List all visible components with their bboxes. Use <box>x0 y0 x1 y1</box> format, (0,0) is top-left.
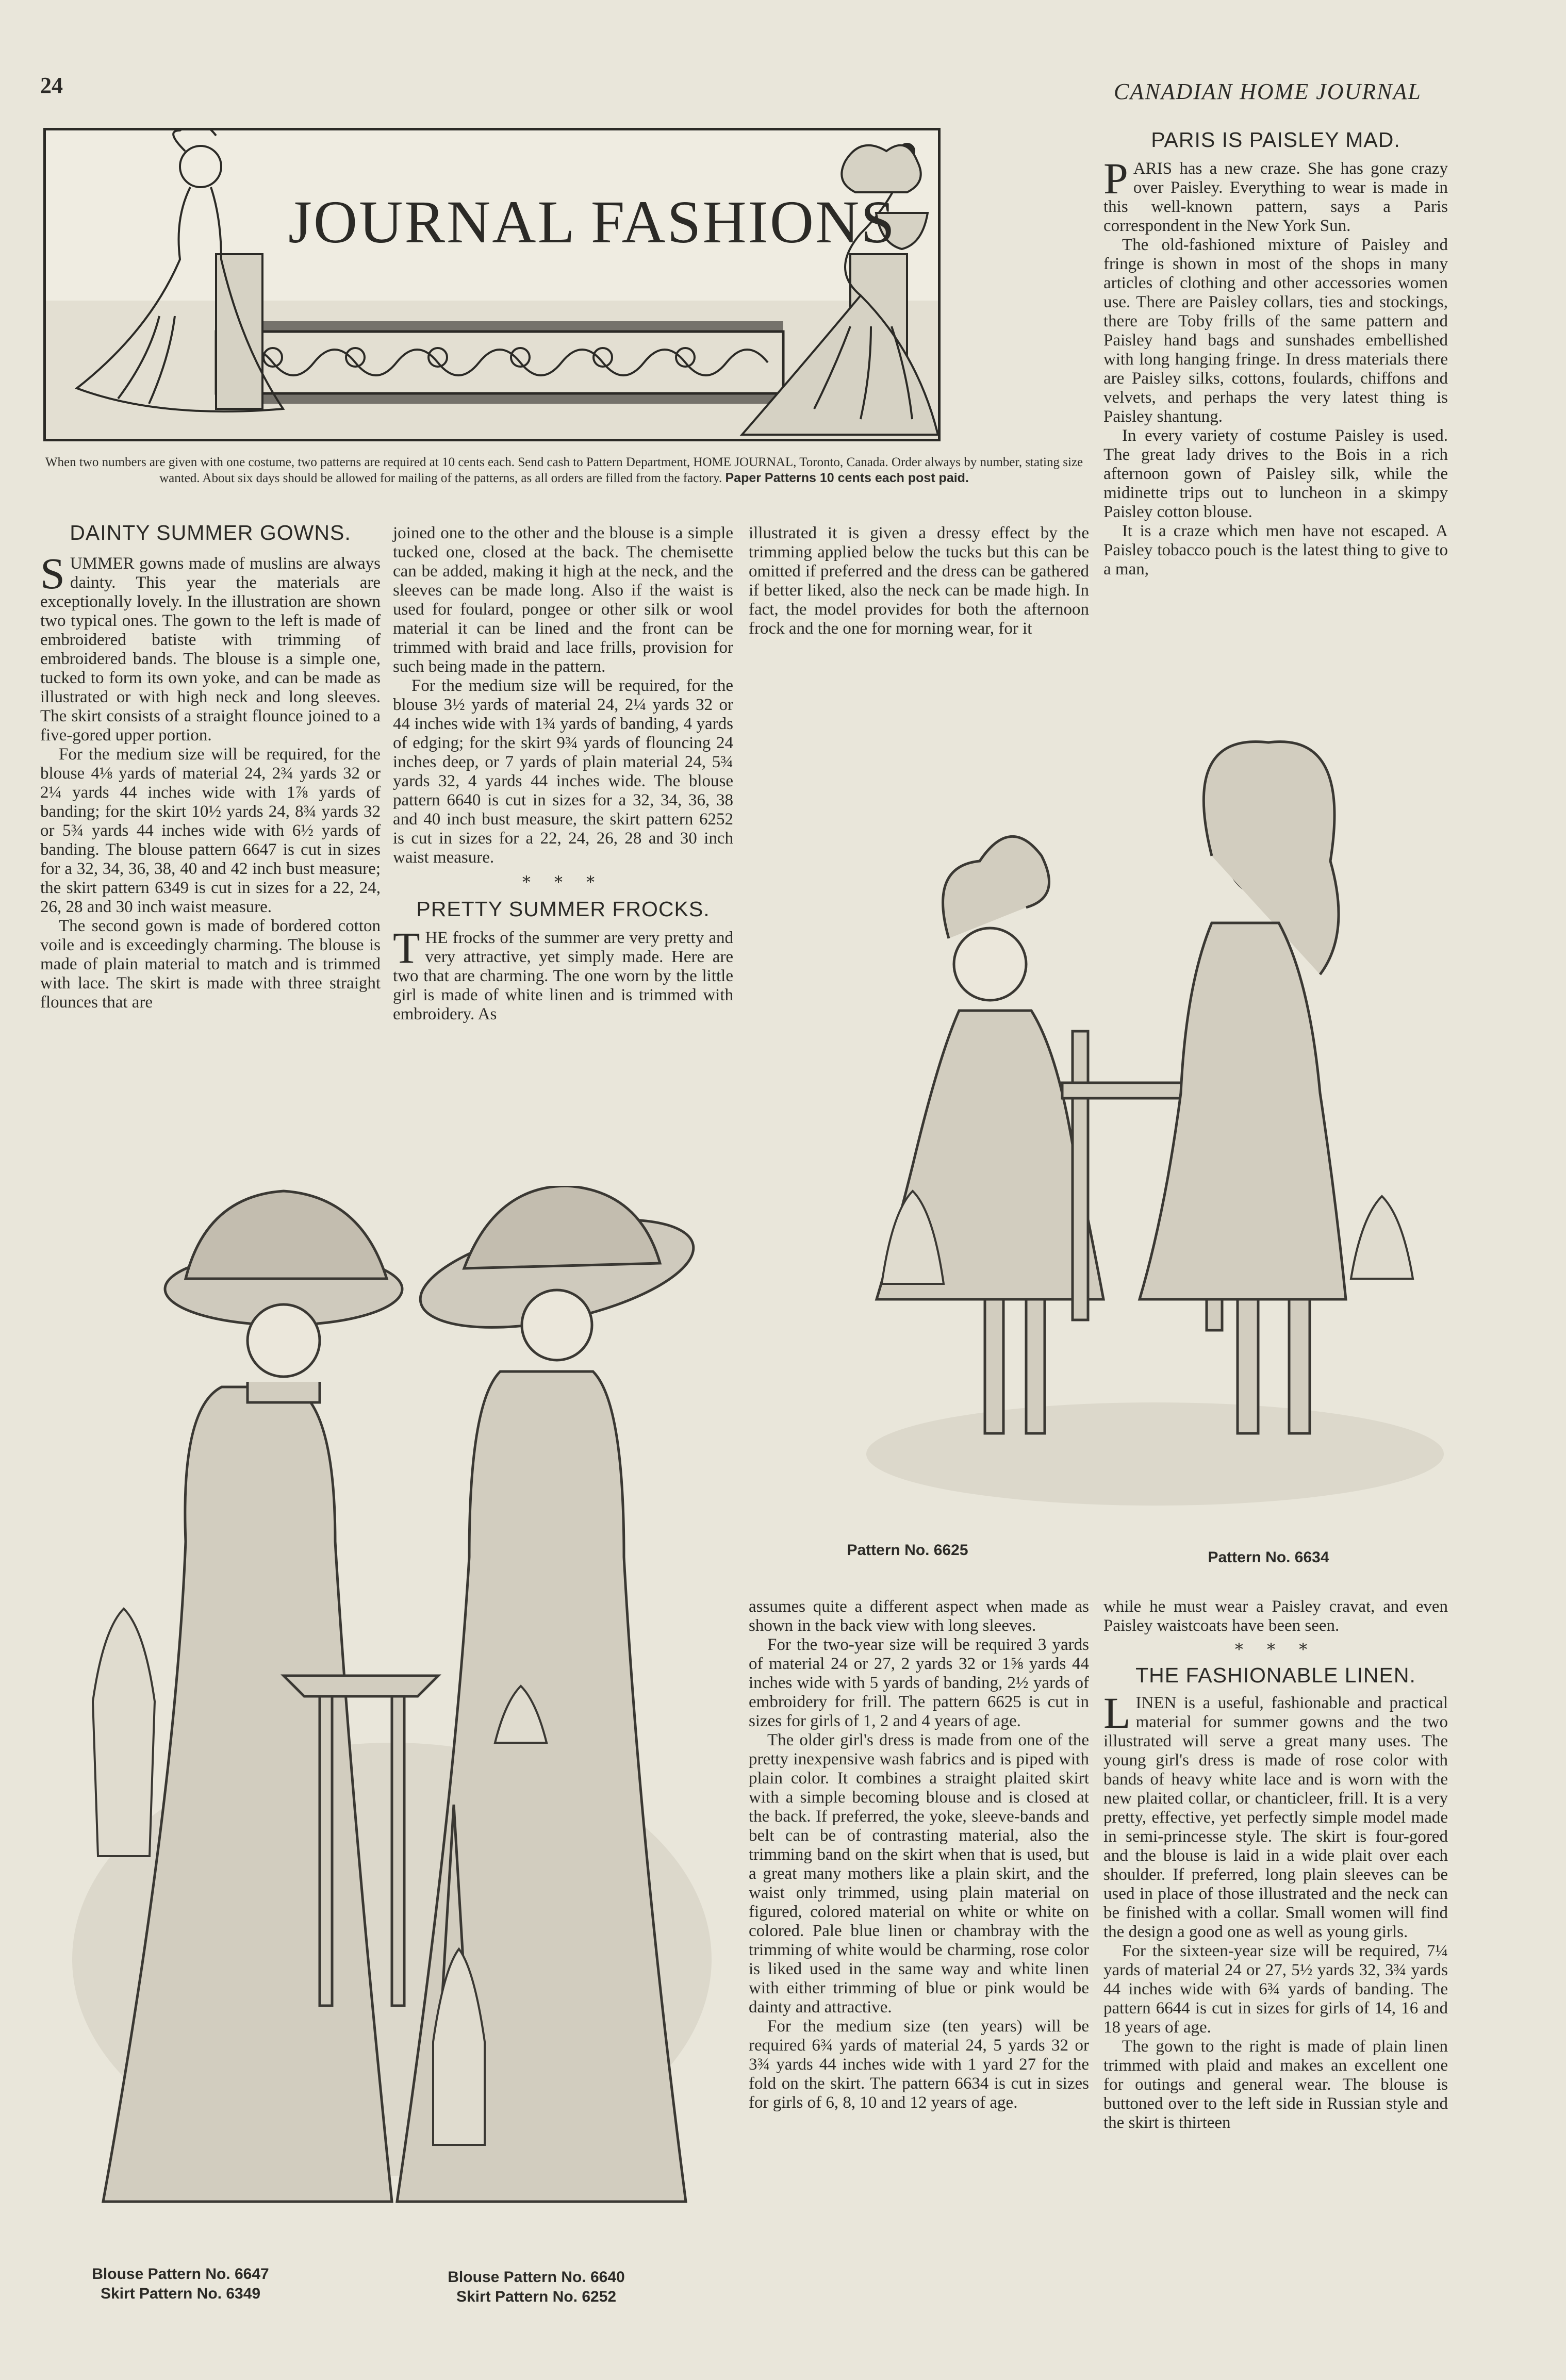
paragraph: For the two-year size will be required 3 yards of material 24 or 27, 2 yards 32 or 1⅝ yards 44 inches wide with 5 yards of banding, 2½ yards of embroidery for frill. The pattern 6625 is cut in sizes for girls of 1, 2 and 4 years of age. <box>749 1635 1089 1730</box>
drop-cap: L <box>1103 1688 1131 1738</box>
women-gowns-illustration-icon <box>52 1186 722 2248</box>
paragraph: INEN is a useful, fashionable and practical material for summer gowns and the two illustrated will serve a great many uses. The young girl's dress is made of rose color with bands of heavy white lace and is worn with the new plaited collar, or chanticleer, frill. It is a very pretty, effective, yet perfectly simple model made in semi-princesse style. The skirt is four-gored and the blouse is laid in a wide plait over each shoulder. If preferred, long plain sleeves can be used in place of those illustrated and the neck can be finished with a collar. Small women will find the design a good one as well as young girls. <box>1103 1694 1448 1941</box>
heading-paris-paisley: PARIS IS PAISLEY MAD. <box>1151 128 1400 152</box>
drop-cap: S <box>40 549 65 598</box>
caption-pattern-6625: Pattern No. 6625 <box>847 1542 968 1559</box>
caption-blouse-6640: Blouse Pattern No. 6640 <box>448 2269 625 2286</box>
drop-cap: T <box>393 923 420 972</box>
paragraph: assumes quite a different aspect when made as shown in the back view with long sleeves. <box>749 1597 1089 1635</box>
paragraph: The older girl's dress is made from one of the pretty inexpensive wash fabrics and is piped with plain color. It combines a straight plaited skirt with a simple becoming blouse and is closed at the back. If preferred, the yoke, sleeve-bands and belt can be of contrasting material, also the trimming band on the skirt when that is used, but a great many mothers like a plain skirt, and the waist only trimmed, using plain material on figured, colored material on white or white on colored. Pale blue linen or chambray with the trimming of white would be charming, rose color is liked used in the same way and white linen with either trimming of blue or pink would be dainty and attractive. <box>749 1731 1089 2017</box>
banner-title: JOURNAL FASHIONS <box>288 188 896 256</box>
pattern-order-notice <box>43 455 1085 486</box>
caption-gown-left <box>52 2265 309 2304</box>
section-divider: * * * <box>522 872 604 892</box>
column-two <box>393 524 733 1024</box>
paragraph: For the medium size will be required, for the blouse 3½ yards of material 24, 2¼ yards 32 or 44 inches wide with 1¾ yards of banding, 4 yards of edging; for the skirt 9¾ yards of flouncing 24 inches deep, or 7 yards of plain material 24, 5¾ yards 32, 4 yards 44 inches wide. The blouse pattern 6640 is cut in sizes for a 32, 34, 36, 38 and 40 inch bust measure, the skirt pattern 6252 is cut in sizes for a 22, 24, 26, 28 and 30 inch waist measure. <box>393 676 733 867</box>
paragraph: The gown to the right is made of plain linen trimmed with plaid and makes an excellent one for outings and general wear. The blouse is buttoned over to the left side in Russian style and the skirt is thirteen <box>1103 2037 1448 2132</box>
paragraph: For the medium size will be required, for the blouse 4⅛ yards of material 24, 2¾ yards 32 or 2¼ yards 44 inches wide with 1⅞ yards of banding; for the skirt 10½ yards 24, 8¾ yards 32 or 5¾ yards 44 inches wide with 6½ yards of banding. The blouse pattern 6647 is cut in sizes for a 32, 34, 36, 38, 40 and 42 inch bust measure; the skirt pattern 6349 is cut in sizes for a 22, 24, 26, 28 and 30 inch waist measure. <box>40 745 381 916</box>
paragraph: For the medium size (ten years) will be required 6¾ yards of material 24, 5 yards 32 or 3¾ yards 44 inches wide with 1 yard 27 for the fold on the skirt. The pattern 6634 is cut in sizes for girls of 6, 8, 10 and 12 years of age. <box>749 2017 1089 2112</box>
section-divider: * * * <box>1234 1640 1317 1659</box>
paragraph: It is a craze which men have not escaped. A Paisley tobacco pouch is the latest thing to give to a man, <box>1103 522 1448 579</box>
paragraph: HE frocks of the summer are very pretty and very attractive, yet simply made. Here are two that are charming. The one worn by the little girl is made of white linen and is trimmed with embroidery. As <box>393 929 733 1023</box>
notice-price: Paper Patterns 10 cents each post paid. <box>725 471 969 485</box>
drop-cap: P <box>1103 154 1128 203</box>
caption-gown-right <box>407 2268 665 2307</box>
paragraph: In every variety of costume Paisley is used. The great lady drives to the Bois in a rich afternoon gown of Paisley silk, while the midinette trips out to luncheon in a skimpy Paisley cotton blouse. <box>1103 426 1448 521</box>
paragraph: illustrated it is given a dressy effect by the trimming applied below the tucks but this can be omitted if preferred and the dress can be gathered if better liked, also the neck can be made high. In fact, the model provides for both the afternoon frock and the one for morning wear, for it <box>749 524 1089 638</box>
running-head: CANADIAN HOME JOURNAL <box>1114 79 1422 104</box>
girls-frocks-illustration-icon <box>846 722 1464 1526</box>
heading-pretty-summer-frocks: PRETTY SUMMER FROCKS. <box>416 897 710 921</box>
column-four-bottom <box>1103 1597 1448 2133</box>
article-dainty-summer-gowns <box>40 521 381 1012</box>
paragraph: The old-fashioned mixture of Paisley and fringe is shown in most of the shops in many articles of clothing and other accessories women use. There are Paisley collars, ties and stockings, there are Toby frills of the same pattern and Paisley hand bags and sunshades embellished with long hanging fringe. In dress materials there are Paisley silks, cottons, foulards, chiffons and velvets, and perhaps the very latest thing is Paisley shantung. <box>1103 236 1448 426</box>
caption-skirt-6252: Skirt Pattern No. 6252 <box>456 2288 617 2305</box>
column-three-bottom <box>749 1597 1089 2112</box>
paragraph: joined one to the other and the blouse is a simple tucked one, closed at the back. The chemisette can be added, making it high at the neck, and the sleeves can be made long. Also if the waist is used for foulard, pongee or other silk or wool material it can be lined and the front can be trimmed with braid and lace frills, provision for such being made in the pattern. <box>393 524 733 676</box>
caption-blouse-6647: Blouse Pattern No. 6647 <box>92 2266 269 2283</box>
paragraph: while he must wear a Paisley cravat, and even Paisley waistcoats have been seen. <box>1103 1597 1448 1635</box>
heading-dainty-summer-gowns: DAINTY SUMMER GOWNS. <box>70 521 351 544</box>
paragraph: The second gown is made of bordered cotton voile and is exceedingly charming. The blouse is made of plain material to match and is trimmed with lace. The skirt is made with three straight flounces that are <box>40 917 381 1012</box>
heading-fashionable-linen: THE FASHIONABLE LINEN. <box>1135 1663 1416 1687</box>
paragraph: For the sixteen-year size will be required, 7¼ yards of material 24 or 27, 5½ yards 32, 3¾ yards 44 inches wide with 6¾ yards of banding. The pattern 6644 is cut in sizes for girls of 14, 16 and 18 years of age. <box>1103 1942 1448 2037</box>
journal-fashions-banner <box>43 128 941 441</box>
paragraph: UMMER gowns made of muslins are always dainty. This year the materials are exceptionally lovely. In the illustration are shown two typical ones. The gown to the left is made of embroidered batiste with trimming of embroidered bands. The blouse is a simple one, tucked to form its own yoke, and can be made as illustrated or with high neck and long sleeves. The skirt consists of a straight flounce joined to a five-gored upper portion. <box>40 554 381 745</box>
page-number: 24 <box>40 73 63 98</box>
column-three-top <box>749 524 1089 638</box>
paragraph: ARIS has a new craze. She has gone crazy over Paisley. Everything to wear is made in this well-known pattern, says a Paris correspondent in the New York Sun. <box>1103 159 1448 235</box>
article-paris-paisley <box>1103 128 1448 579</box>
notice-text: When two numbers are given with one costume, two patterns are required at 10 cents each. Send cash to Pattern Department, HOME JOURNAL, Toronto, Canada. Order always by number, stating size wanted. About six days should be allowed for mailing of the patterns, as all orders are filled from the factory. <box>45 455 1083 485</box>
caption-pattern-6634: Pattern No. 6634 <box>1208 1549 1329 1566</box>
caption-skirt-6349: Skirt Pattern No. 6349 <box>100 2285 261 2302</box>
banner-illustration-icon <box>46 130 938 439</box>
